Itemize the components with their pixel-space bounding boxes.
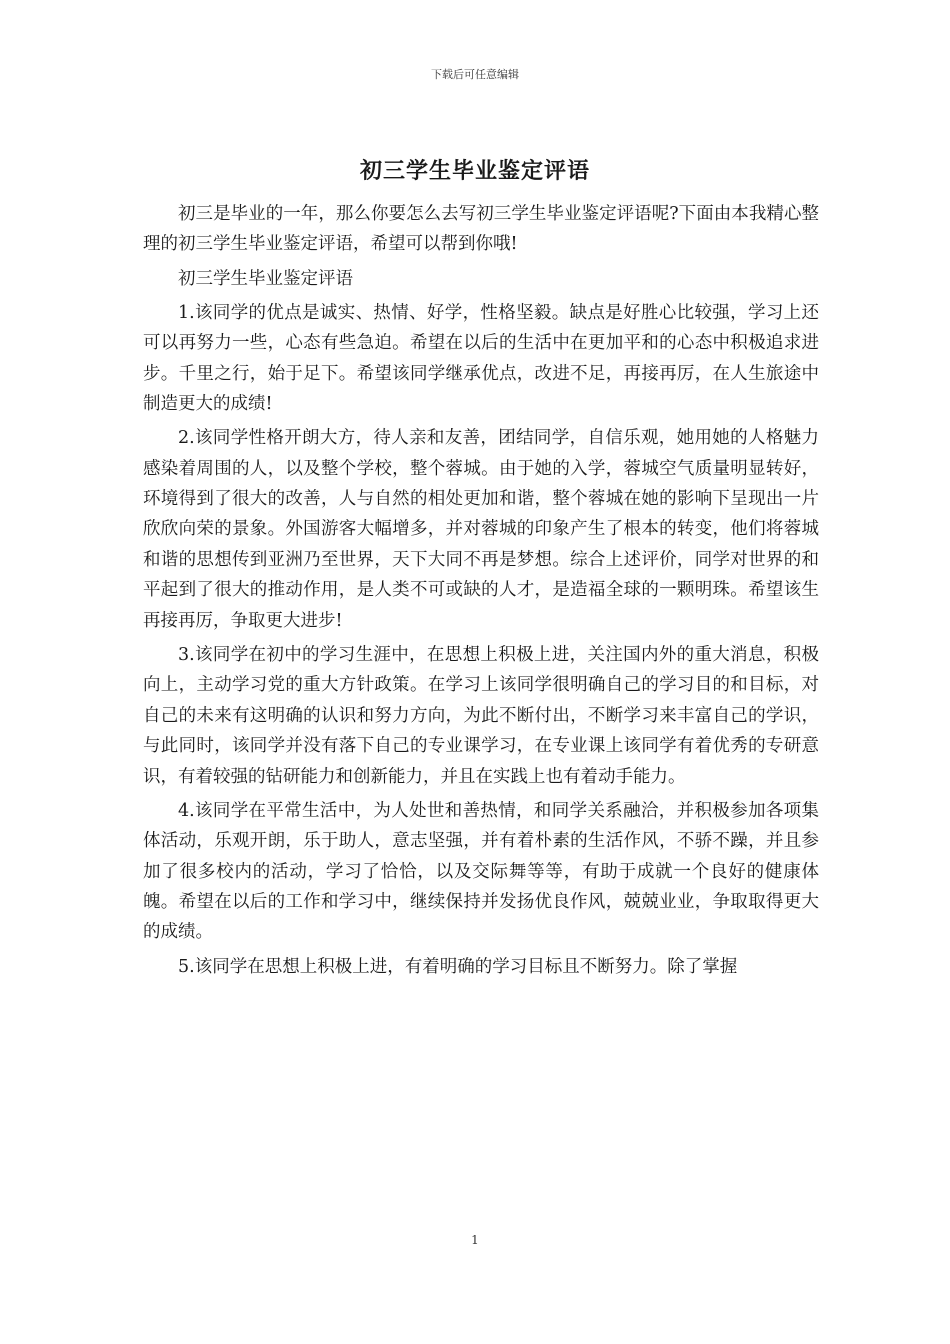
document-body [143,199,819,986]
comment-paragraph-3: 3.该同学在初中的学习生涯中，在思想上积极上进，关注国内外的重大消息，积极向上，主动学习党的重大方针政策。在学习上该同学很明确自己的学习目的和目标，对自己的未来有这明确的认识和努力方向，为此不断付出，不断学习来丰富自己的学识，与此同时，该同学并没有落下自己的专业课学习，在专业课上该同学有着优秀的专研意识，有着较强的钻研能力和创新能力，并且在实践上也有着动手能力。 [143,644,819,787]
section-heading: 初三学生毕业鉴定评语 [178,268,353,289]
comment-paragraph-4: 4.该同学在平常生活中，为人处世和善热情，和同学关系融洽，并积极参加各项集体活动，乐观开朗，乐于助人，意志坚强，并有着朴素的生活作风，不骄不躁，并且参加了很多校内的活动，学习了恰恰，以及交际舞等等，有助于成就一个良好的健康体魄。希望在以后的工作和学习中，继续保持并发扬优良作风，兢兢业业，争取取得更大的成绩。 [143,800,819,943]
header-note: 下载后可任意编辑 [431,68,519,81]
comment-paragraph-2: 2.该同学性格开朗大方，待人亲和友善，团结同学，自信乐观，她用她的人格魅力感染着周围的人，以及整个学校，整个蓉城。由于她的入学，蓉城空气质量明显转好，环境得到了很大的改善，人与自然的相处更加和谐，整个蓉城在她的影响下呈现出一片欣欣向荣的景象。外国游客大幅增多，并对蓉城的印象产生了根本的转变，他们将蓉城和谐的思想传到亚洲乃至世界，天下大同不再是梦想。综合上述评价，同学对世界的和平起到了很大的推动作用，是人类不可或缺的人才，是造福全球的一颗明珠。希望该生再接再厉，争取更大进步! [143,428,819,631]
page-number: 1 [471,1233,479,1247]
comment-paragraph-5: 5.该同学在思想上积极上进，有着明确的学习目标且不断努力。除了掌握 [178,956,738,977]
intro-paragraph: 初三是毕业的一年，那么你要怎么去写初三学生毕业鉴定评语呢?下面由本我精心整理的初三学生毕业鉴定评语，希望可以帮到你哦! [143,204,819,255]
document-title: 初三学生毕业鉴定评语 [359,158,590,184]
comment-paragraph-1: 1.该同学的优点是诚实、热情、好学，性格坚毅。缺点是好胜心比较强，学习上还可以再努力一些，心态有些急迫。希望在以后的生活中在更加平和的心态中积极追求进步。千里之行，始于足下。希望该同学继承优点，改进不足，再接再厉，在人生旅途中制造更大的成绩! [143,302,819,415]
